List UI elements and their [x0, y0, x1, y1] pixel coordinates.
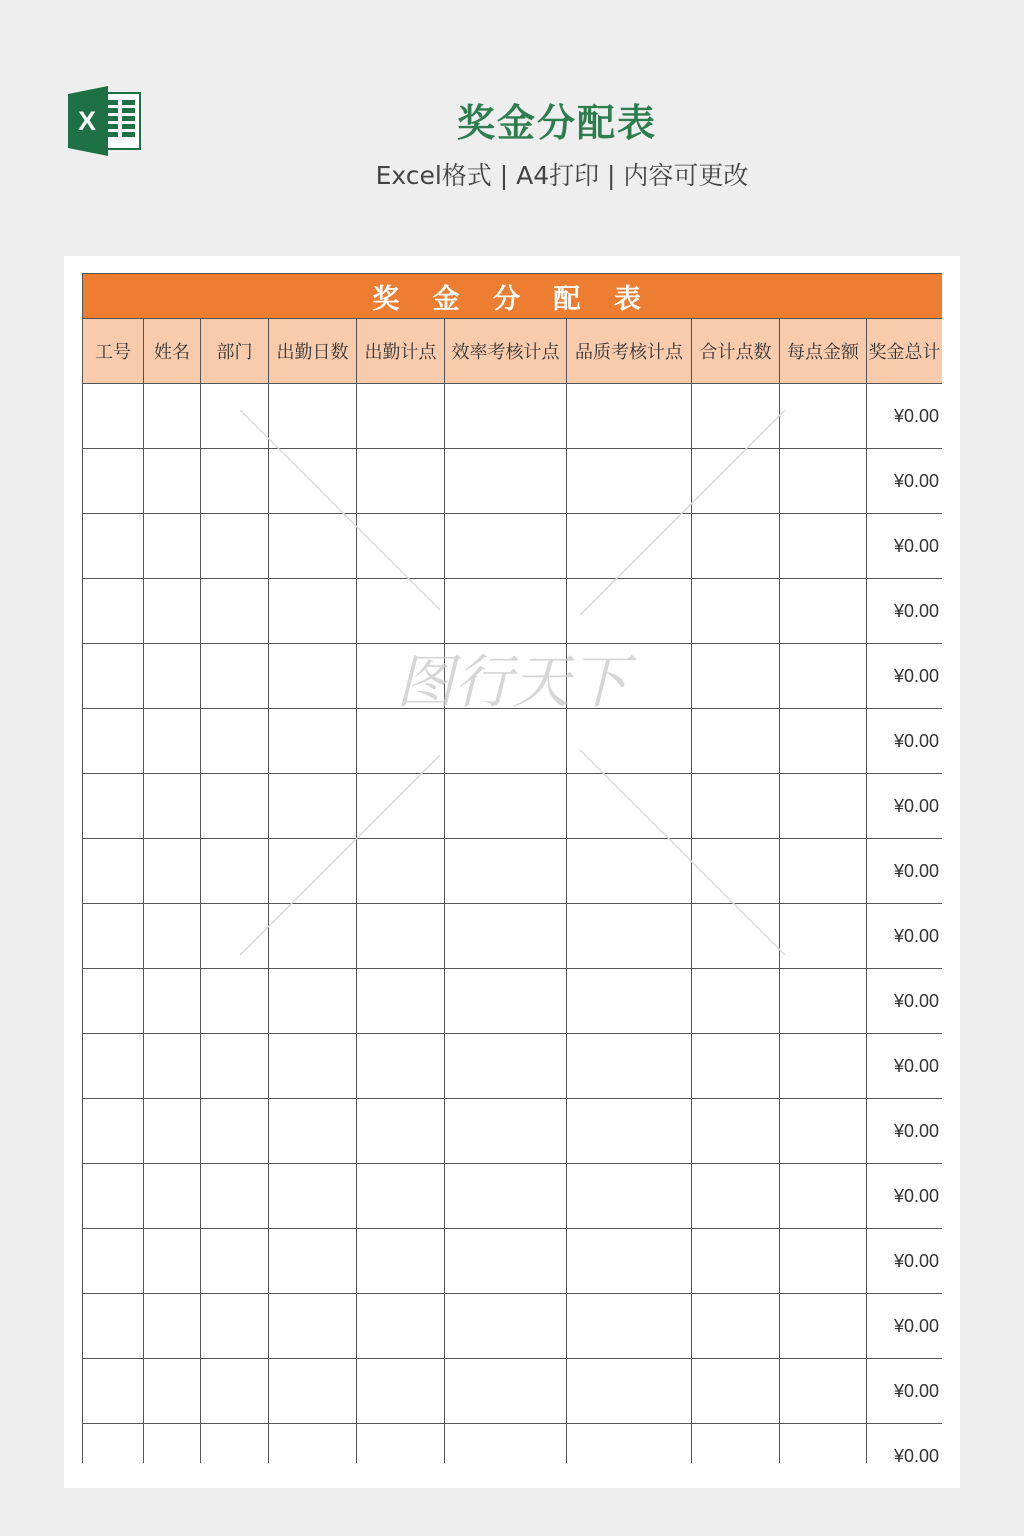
cell-name[interactable]: [144, 1099, 201, 1164]
cell-total-points[interactable]: [692, 449, 780, 514]
cell-amount-per-point[interactable]: [780, 1099, 867, 1164]
cell-id[interactable]: [83, 709, 144, 774]
cell-attendance-days[interactable]: [269, 1294, 357, 1359]
cell-quality-points[interactable]: [567, 644, 692, 709]
cell-name[interactable]: [144, 774, 201, 839]
cell-id[interactable]: [83, 1034, 144, 1099]
cell-name[interactable]: [144, 1294, 201, 1359]
cell-id[interactable]: [83, 1229, 144, 1294]
cell-quality-points[interactable]: [567, 1294, 692, 1359]
cell-id[interactable]: [83, 1294, 144, 1359]
cell-bonus-total[interactable]: ¥0.00: [867, 969, 943, 1034]
cell-id[interactable]: [83, 514, 144, 579]
cell-id[interactable]: [83, 774, 144, 839]
cell-name[interactable]: [144, 384, 201, 449]
cell-amount-per-point[interactable]: [780, 1424, 867, 1464]
cell-amount-per-point[interactable]: [780, 514, 867, 579]
cell-efficiency-points[interactable]: [445, 1294, 567, 1359]
table-row: [83, 449, 943, 514]
cell-name[interactable]: [144, 1359, 201, 1424]
cell-attendance-days[interactable]: [269, 514, 357, 579]
page-title: 奖金分配表: [456, 101, 657, 145]
table-row: [83, 1034, 943, 1099]
table-row: [83, 1359, 943, 1424]
cell-quality-points[interactable]: [567, 1229, 692, 1294]
table-title: 奖 金 分 配 表: [83, 274, 943, 319]
cell-attendance-points[interactable]: [357, 644, 445, 709]
cell-efficiency-points[interactable]: [445, 969, 567, 1034]
cell-attendance-points[interactable]: [357, 1099, 445, 1164]
cell-bonus-total[interactable]: ¥0.00: [867, 384, 943, 449]
cell-efficiency-points[interactable]: [445, 1034, 567, 1099]
table-row: [83, 514, 943, 579]
cell-name[interactable]: [144, 1164, 201, 1229]
cell-name[interactable]: [144, 1229, 201, 1294]
cell-quality-points[interactable]: [567, 384, 692, 449]
cell-bonus-total[interactable]: ¥0.00: [867, 774, 943, 839]
cell-attendance-points[interactable]: [357, 709, 445, 774]
table-row: [83, 969, 943, 1034]
cell-amount-per-point[interactable]: [780, 1359, 867, 1424]
cell-id[interactable]: [83, 1099, 144, 1164]
cell-efficiency-points[interactable]: [445, 839, 567, 904]
cell-efficiency-points[interactable]: [445, 514, 567, 579]
cell-total-points[interactable]: [692, 904, 780, 969]
column-header-total-points: 合计点数: [692, 319, 780, 384]
cell-efficiency-points[interactable]: [445, 1099, 567, 1164]
cell-bonus-total[interactable]: ¥0.00: [867, 1229, 943, 1294]
cell-attendance-days[interactable]: [269, 1424, 357, 1464]
cell-id[interactable]: [83, 1424, 144, 1464]
watermark-text: 图行天下: [395, 648, 629, 716]
table-row: [83, 579, 943, 644]
cell-quality-points[interactable]: [567, 1099, 692, 1164]
cell-attendance-points[interactable]: [357, 1164, 445, 1229]
cell-attendance-days[interactable]: [269, 969, 357, 1034]
cell-total-points[interactable]: [692, 1229, 780, 1294]
cell-total-points[interactable]: [692, 644, 780, 709]
column-header-id: 工号: [83, 319, 144, 384]
cell-amount-per-point[interactable]: [780, 1229, 867, 1294]
cell-attendance-points[interactable]: [357, 1229, 445, 1294]
column-header-bonus-total: 奖金总计: [867, 319, 943, 384]
cell-id[interactable]: [83, 839, 144, 904]
cell-name[interactable]: [144, 1424, 201, 1464]
cell-name[interactable]: [144, 579, 201, 644]
cell-attendance-days[interactable]: [269, 579, 357, 644]
cell-bonus-total[interactable]: ¥0.00: [867, 1424, 943, 1464]
bonus-table: [82, 273, 942, 1463]
cell-name[interactable]: [144, 839, 201, 904]
cell-attendance-points[interactable]: [357, 384, 445, 449]
column-header-attendance-days: 出勤日数: [269, 319, 357, 384]
cell-total-points[interactable]: [692, 709, 780, 774]
cell-attendance-points[interactable]: [357, 969, 445, 1034]
cell-amount-per-point[interactable]: [780, 839, 867, 904]
table-row: [83, 1229, 943, 1294]
cell-quality-points[interactable]: [567, 774, 692, 839]
cell-department[interactable]: [201, 644, 269, 709]
cell-department[interactable]: [201, 774, 269, 839]
cell-department[interactable]: [201, 1099, 269, 1164]
cell-attendance-days[interactable]: [269, 449, 357, 514]
cell-quality-points[interactable]: [567, 449, 692, 514]
cell-total-points[interactable]: [692, 1034, 780, 1099]
cell-efficiency-points[interactable]: [445, 709, 567, 774]
cell-name[interactable]: [144, 514, 201, 579]
cell-quality-points[interactable]: [567, 969, 692, 1034]
cell-id[interactable]: [83, 579, 144, 644]
cell-total-points[interactable]: [692, 1424, 780, 1464]
cell-quality-points[interactable]: [567, 904, 692, 969]
cell-efficiency-points[interactable]: [445, 1424, 567, 1464]
cell-bonus-total[interactable]: ¥0.00: [867, 514, 943, 579]
cell-attendance-points[interactable]: [357, 904, 445, 969]
cell-attendance-points[interactable]: [357, 449, 445, 514]
cell-attendance-points[interactable]: [357, 1294, 445, 1359]
cell-attendance-days[interactable]: [269, 644, 357, 709]
cell-amount-per-point[interactable]: [780, 644, 867, 709]
spreadsheet-preview: [64, 256, 960, 1488]
cell-efficiency-points[interactable]: [445, 384, 567, 449]
cell-total-points[interactable]: [692, 969, 780, 1034]
table-row: [83, 1424, 943, 1464]
cell-attendance-points[interactable]: [357, 1359, 445, 1424]
cell-name[interactable]: [144, 969, 201, 1034]
cell-bonus-total[interactable]: ¥0.00: [867, 839, 943, 904]
cell-department[interactable]: [201, 1424, 269, 1464]
cell-efficiency-points[interactable]: [445, 904, 567, 969]
column-header-department: 部门: [201, 319, 269, 384]
cell-bonus-total[interactable]: ¥0.00: [867, 644, 943, 709]
table-body: [83, 384, 943, 1464]
cell-id[interactable]: [83, 644, 144, 709]
cell-bonus-total[interactable]: ¥0.00: [867, 709, 943, 774]
cell-attendance-days[interactable]: [269, 1164, 357, 1229]
cell-attendance-points[interactable]: [357, 579, 445, 644]
table-row: [83, 904, 943, 969]
cell-bonus-total[interactable]: ¥0.00: [867, 1099, 943, 1164]
cell-id[interactable]: [83, 449, 144, 514]
cell-department[interactable]: [201, 1359, 269, 1424]
cell-attendance-points[interactable]: [357, 1424, 445, 1464]
cell-efficiency-points[interactable]: [445, 1359, 567, 1424]
cell-department[interactable]: [201, 969, 269, 1034]
cell-bonus-total[interactable]: ¥0.00: [867, 449, 943, 514]
cell-bonus-total[interactable]: ¥0.00: [867, 1359, 943, 1424]
cell-id[interactable]: [83, 1164, 144, 1229]
cell-bonus-total[interactable]: ¥0.00: [867, 1294, 943, 1359]
table-row: [83, 644, 943, 709]
cell-attendance-points[interactable]: [357, 774, 445, 839]
cell-department[interactable]: [201, 1229, 269, 1294]
cell-amount-per-point[interactable]: [780, 1034, 867, 1099]
table-row: [83, 709, 943, 774]
cell-attendance-points[interactable]: [357, 839, 445, 904]
cell-attendance-days[interactable]: [269, 1229, 357, 1294]
cell-department[interactable]: [201, 709, 269, 774]
cell-quality-points[interactable]: [567, 514, 692, 579]
table-title-row: [83, 274, 943, 319]
cell-efficiency-points[interactable]: [445, 449, 567, 514]
cell-attendance-days[interactable]: [269, 1359, 357, 1424]
table-header-row: [83, 319, 943, 384]
cell-amount-per-point[interactable]: [780, 969, 867, 1034]
cell-attendance-days[interactable]: [269, 709, 357, 774]
column-header-attendance-points: 出勤计点: [357, 319, 445, 384]
cell-amount-per-point[interactable]: [780, 384, 867, 449]
cell-efficiency-points[interactable]: [445, 644, 567, 709]
cell-attendance-days[interactable]: [269, 904, 357, 969]
cell-attendance-points[interactable]: [357, 514, 445, 579]
cell-quality-points[interactable]: [567, 579, 692, 644]
cell-amount-per-point[interactable]: [780, 1164, 867, 1229]
cell-amount-per-point[interactable]: [780, 904, 867, 969]
cell-total-points[interactable]: [692, 774, 780, 839]
cell-attendance-points[interactable]: [357, 1034, 445, 1099]
cell-attendance-days[interactable]: [269, 774, 357, 839]
cell-amount-per-point[interactable]: [780, 774, 867, 839]
cell-quality-points[interactable]: [567, 1424, 692, 1464]
cell-quality-points[interactable]: [567, 1034, 692, 1099]
cell-bonus-total[interactable]: ¥0.00: [867, 579, 943, 644]
column-header-name: 姓名: [144, 319, 201, 384]
cell-total-points[interactable]: [692, 1099, 780, 1164]
cell-name[interactable]: [144, 1034, 201, 1099]
table-row: [83, 1099, 943, 1164]
page-subtitle: Excel格式 | A4打印 | 内容可更改: [375, 161, 749, 190]
cell-name[interactable]: [144, 449, 201, 514]
cell-efficiency-points[interactable]: [445, 774, 567, 839]
cell-total-points[interactable]: [692, 839, 780, 904]
cell-amount-per-point[interactable]: [780, 1294, 867, 1359]
cell-department[interactable]: [201, 384, 269, 449]
cell-quality-points[interactable]: [567, 1164, 692, 1229]
cell-name[interactable]: [144, 709, 201, 774]
column-header-efficiency-points: 效率考核计点: [445, 319, 567, 384]
spreadsheet-clip: [82, 273, 942, 1463]
cell-department[interactable]: [201, 1294, 269, 1359]
cell-department[interactable]: [201, 839, 269, 904]
cell-quality-points[interactable]: [567, 1359, 692, 1424]
cell-id[interactable]: [83, 1359, 144, 1424]
svg-text:X: X: [77, 106, 97, 136]
cell-efficiency-points[interactable]: [445, 1229, 567, 1294]
cell-bonus-total[interactable]: ¥0.00: [867, 1034, 943, 1099]
table-row: [83, 1294, 943, 1359]
cell-department[interactable]: [201, 904, 269, 969]
cell-quality-points[interactable]: [567, 839, 692, 904]
cell-total-points[interactable]: [692, 1294, 780, 1359]
cell-amount-per-point[interactable]: [780, 449, 867, 514]
cell-name[interactable]: [144, 644, 201, 709]
cell-total-points[interactable]: [692, 579, 780, 644]
table-row: [83, 1164, 943, 1229]
cell-id[interactable]: [83, 904, 144, 969]
cell-department[interactable]: [201, 579, 269, 644]
cell-attendance-days[interactable]: [269, 839, 357, 904]
cell-total-points[interactable]: [692, 1164, 780, 1229]
cell-id[interactable]: [83, 969, 144, 1034]
cell-efficiency-points[interactable]: [445, 1164, 567, 1229]
cell-quality-points[interactable]: [567, 709, 692, 774]
cell-total-points[interactable]: [692, 1359, 780, 1424]
cell-amount-per-point[interactable]: [780, 709, 867, 774]
cell-bonus-total[interactable]: ¥0.00: [867, 904, 943, 969]
table-row: [83, 839, 943, 904]
cell-id[interactable]: [83, 384, 144, 449]
cell-attendance-days[interactable]: [269, 1034, 357, 1099]
cell-department[interactable]: [201, 1164, 269, 1229]
cell-department[interactable]: [201, 514, 269, 579]
table-row: [83, 774, 943, 839]
cell-department[interactable]: [201, 449, 269, 514]
cell-bonus-total[interactable]: ¥0.00: [867, 1164, 943, 1229]
cell-attendance-days[interactable]: [269, 384, 357, 449]
table-row: [83, 384, 943, 449]
cell-department[interactable]: [201, 1034, 269, 1099]
column-header-amount-per-point: 每点金额: [780, 319, 867, 384]
cell-efficiency-points[interactable]: [445, 579, 567, 644]
cell-total-points[interactable]: [692, 384, 780, 449]
column-header-quality-points: 品质考核计点: [567, 319, 692, 384]
cell-attendance-days[interactable]: [269, 1099, 357, 1164]
cell-amount-per-point[interactable]: [780, 579, 867, 644]
cell-name[interactable]: [144, 904, 201, 969]
cell-total-points[interactable]: [692, 514, 780, 579]
